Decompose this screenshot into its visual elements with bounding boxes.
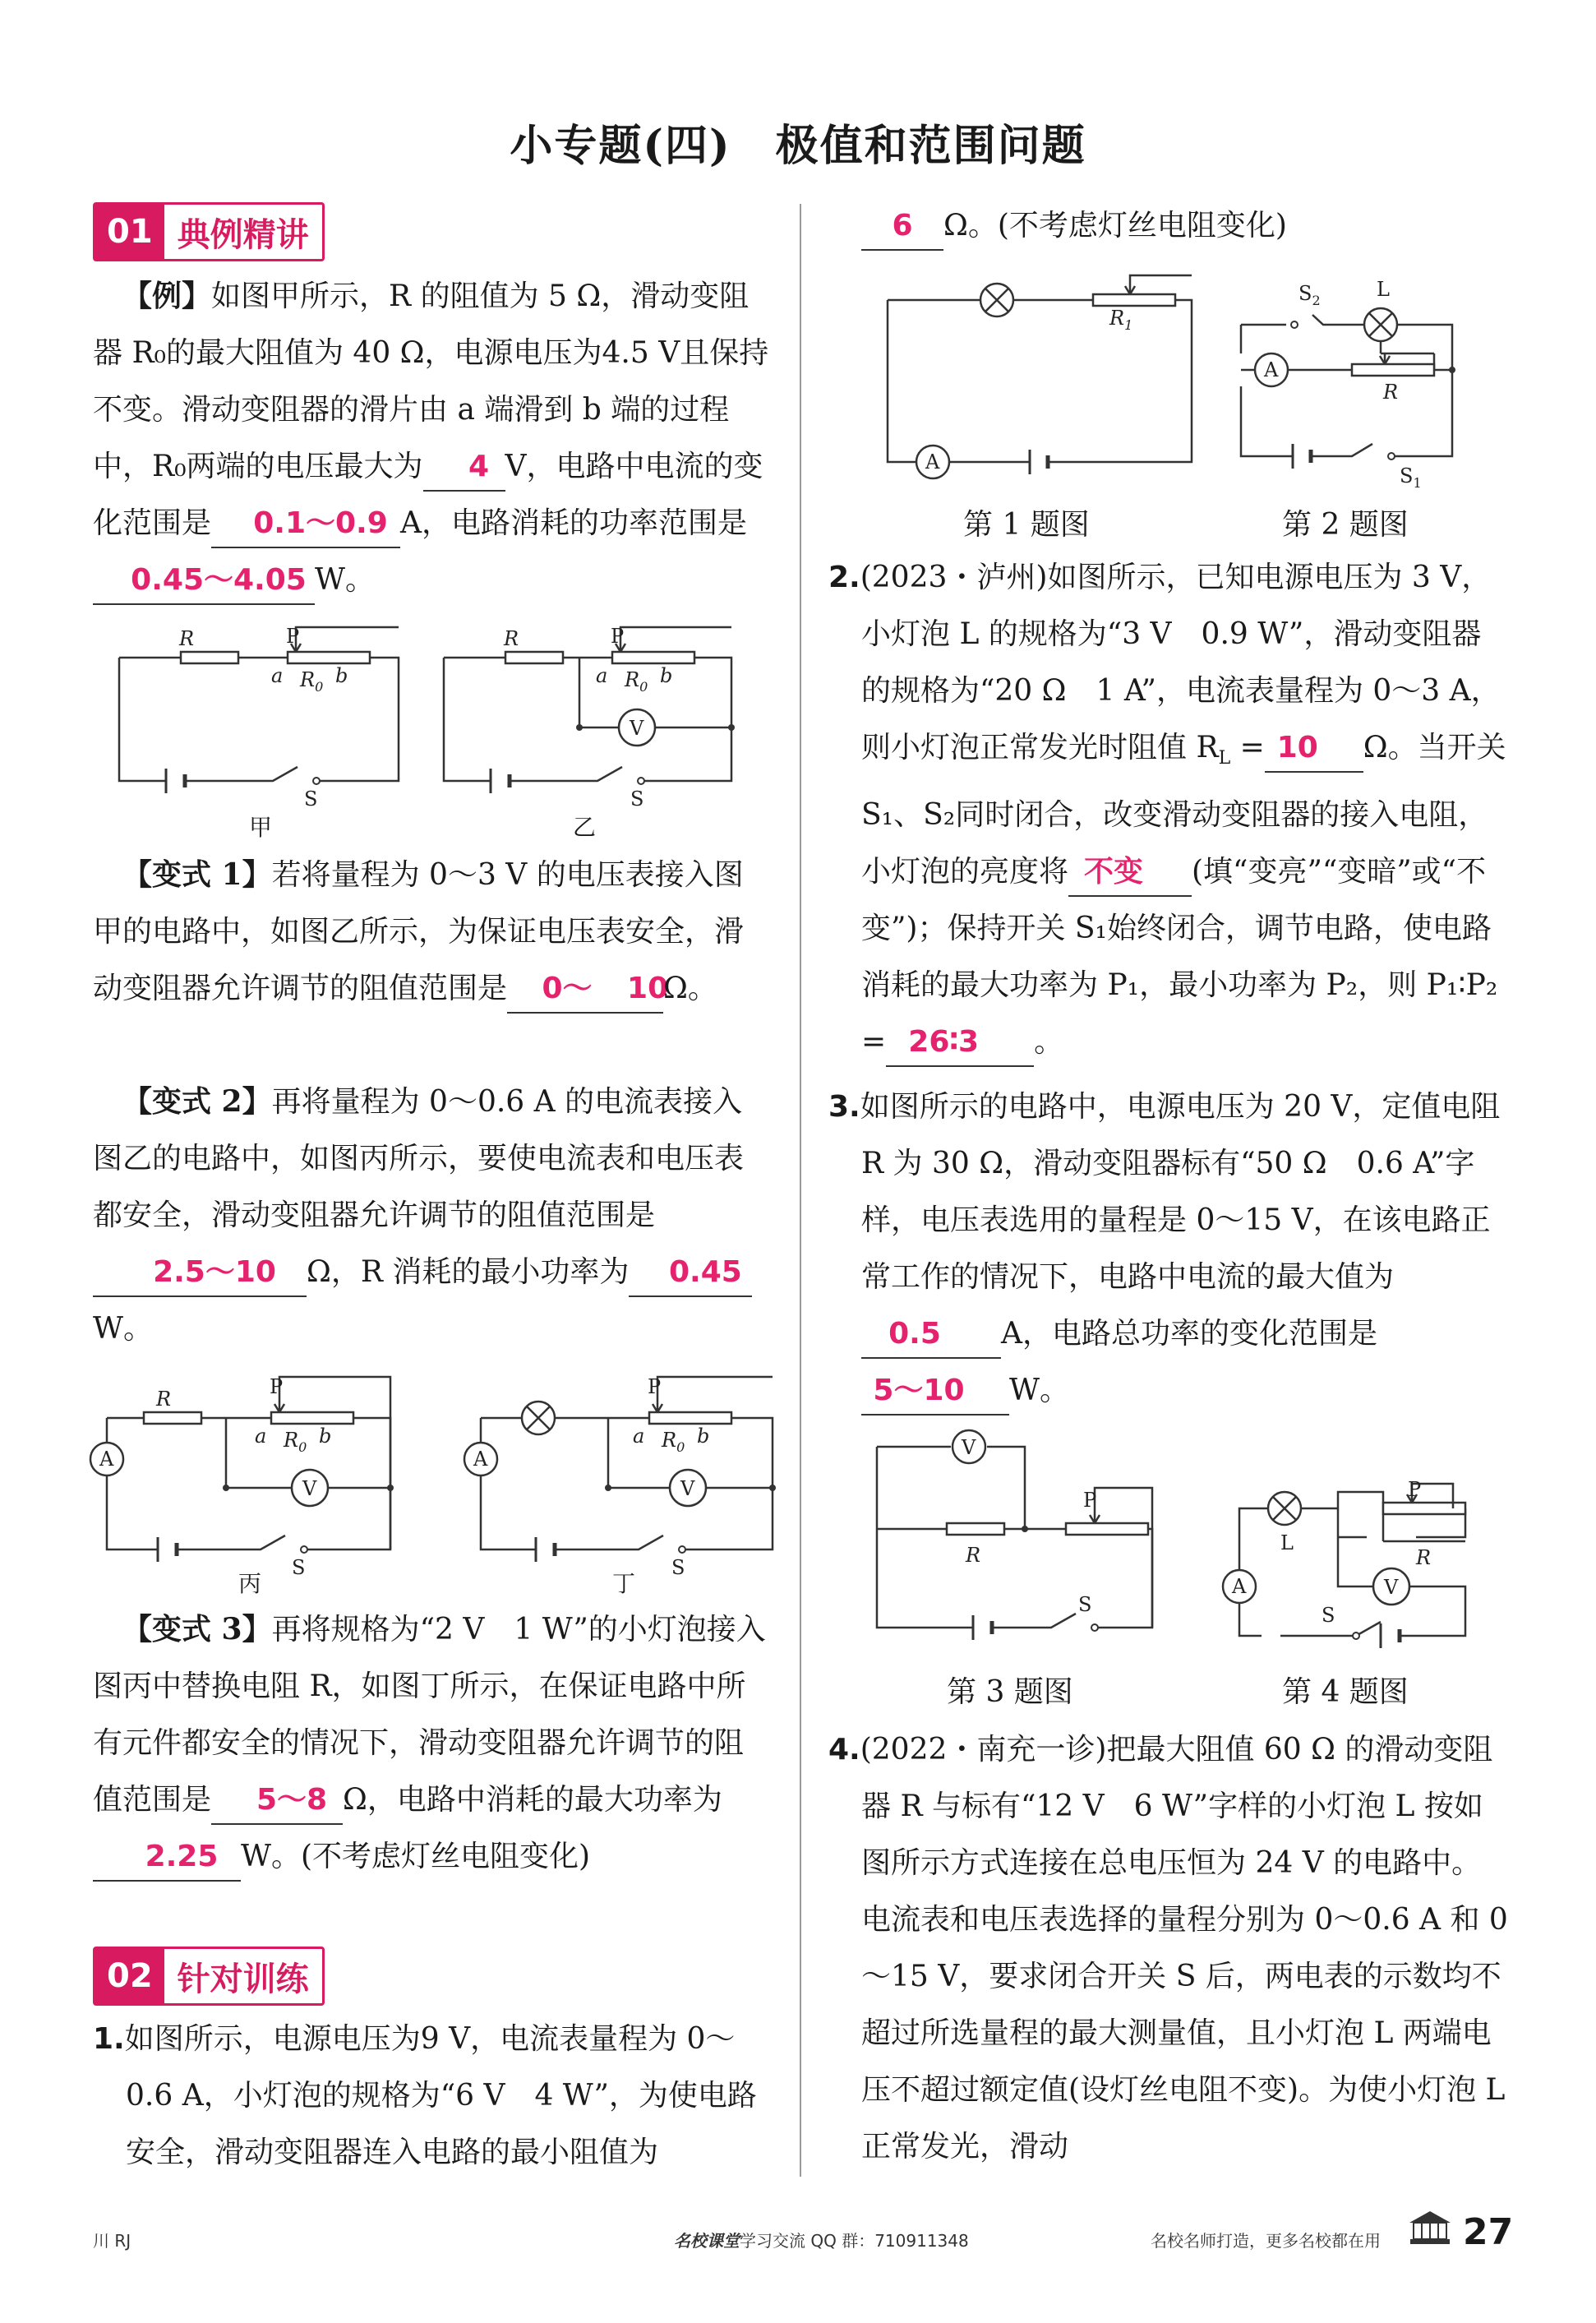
- answer-blank: 0.1～0.9: [211, 501, 400, 548]
- circuit-diagram-yi: [440, 621, 744, 810]
- svg-text:R1: $R_1$: [1109, 307, 1133, 333]
- question-1-continued: 6 Ω。(不考虑灯丝电阻变化): [828, 197, 1511, 254]
- svg-text:R0: $R_0$: [662, 1429, 685, 1455]
- question-1: 1.如图所示，电源电压为9 V，电流表量程为 0～0.6 A，小灯泡的规格为“6 V 4 W”，为使电路安全，滑动变阻器连入电路的最小阻值为: [93, 2022, 757, 2169]
- svg-text:a: a: [255, 1425, 267, 1448]
- figure-caption: 丁: [612, 1570, 636, 1597]
- svg-text:S1: $S_1$: [1400, 464, 1422, 491]
- question-4: 4.(2022・南充一诊)把最大阻值 60 Ω 的滑动变阻器 R 与标有“12 V 6 W”字样的小灯泡 L 按如图所示方式连接在总电压恒为 24 V 的电路中。电流表和电压表选择的量程分别为 0～0.6 A 和 0～15 V，要求闭合开关 S 后，两电表的示数均不超过所选量程的最大测量值，且小灯泡 L 两端电压不超过额定值(设灯丝电阻不变)。为使小灯泡 L 正常发光，滑动: [828, 1733, 1508, 2164]
- figure-caption: 乙: [573, 814, 597, 841]
- example-text-3: A，电路消耗的功率范围是: [400, 506, 748, 540]
- answer-blank: 4: [423, 444, 505, 492]
- answer-blank: 0.45～4.05: [93, 557, 315, 605]
- label-a: a: [271, 664, 284, 687]
- circuit-diagram-q4: [1223, 1476, 1486, 1656]
- circuit-diagram-bing: [82, 1373, 403, 1578]
- question-3: 3.如图所示的电路中，电源电压为 20 V，定值电阻 R 为 30 Ω，滑动变阻器标有“50 Ω 0.6 A”字样，电压表选用的量程是 0～15 V，在该电路正常工作的情况下，电路中电流的最大值为0.5 A，电路总功率的变化范围是5～10 W。: [828, 1078, 1511, 1419]
- page-number: 27: [1463, 2211, 1514, 2253]
- svg-text:R: R: [1416, 1546, 1432, 1569]
- resistor-r: [181, 652, 238, 663]
- svg-text:A: A: [925, 450, 940, 473]
- svg-text:R: R: [504, 627, 519, 650]
- answer-blank: 10: [597, 966, 663, 1014]
- svg-text:b: b: [697, 1425, 710, 1448]
- variant-2: 【变式 2】再将量程为 0～0.6 A 的电流表接入图乙的电路中，如图丙所示，要使电流表和电压表都安全，滑动变阻器允许调节的阻值范围是2.5～10 Ω，R 消耗的最小功率为 0.45W。: [93, 1074, 772, 1357]
- figure-caption: 第 3 题图: [947, 1675, 1073, 1709]
- circuit-diagram-ding: [456, 1373, 785, 1578]
- svg-text:V: V: [680, 1477, 695, 1500]
- example-text-1: 如图甲所示，R 的阻值为 5 Ω，滑动变阻器 R₀的最大阻值为 40 Ω，电源电压为4.5 V且保持不变。滑动变阻器的滑片由 a 端滑到 b 端的过程中，R₀两端的电压最大为: [93, 279, 769, 483]
- section-number: 02: [95, 1949, 164, 2003]
- answer-blank: 0～: [507, 966, 597, 1014]
- svg-text:V: V: [302, 1477, 317, 1500]
- svg-text:R: R: [1383, 381, 1399, 404]
- svg-text:V: V: [1384, 1576, 1399, 1599]
- example-text-4: W。: [315, 563, 376, 597]
- figure-caption: 第 4 题图: [1282, 1675, 1409, 1709]
- resistor-r: [947, 1523, 1004, 1535]
- answer-blank: 不变: [1068, 849, 1192, 897]
- svg-text:S: S: [1078, 1593, 1092, 1616]
- answer-blank: 26∶3: [886, 1019, 1034, 1067]
- svg-text:A: A: [99, 1448, 114, 1471]
- section-label: 典例精讲: [177, 215, 309, 254]
- label-s: S: [304, 787, 318, 811]
- figure-caption: 第 1 题图: [963, 508, 1090, 542]
- footer-center: 名校课堂学习交流 QQ 群：710911348: [674, 2231, 969, 2251]
- column-divider: [800, 204, 801, 2177]
- circuit-diagram-q3: [873, 1430, 1169, 1652]
- figure-caption: 丙: [238, 1570, 262, 1597]
- svg-text:R: R: [156, 1388, 172, 1411]
- svg-text:P: P: [611, 625, 625, 648]
- footer-slogan: 名校名师打造，更多名校都在用: [1151, 2231, 1381, 2251]
- svg-text:A: A: [1232, 1575, 1247, 1598]
- answer-blank: 5～10: [861, 1368, 1009, 1416]
- circuit-diagram-q1: [883, 271, 1188, 485]
- section-header-practice: [93, 1947, 325, 2006]
- svg-text:a: a: [633, 1425, 645, 1448]
- variant-3: 【变式 3】再将规格为“2 V 1 W”的小灯泡接入图丙中替换电阻 R，如图丁所示，在保证电路中所有元件都安全的情况下，滑动变阻器允许调节的阻值范围是 5～8 Ω，电路中消耗的最大功率为2.25 W。(不考虑灯丝电阻变化): [93, 1601, 772, 1885]
- svg-text:a: a: [596, 664, 608, 687]
- svg-text:V: V: [962, 1436, 976, 1459]
- footer-edition: 川 RJ: [93, 2231, 131, 2251]
- rheostat-r0: [288, 652, 370, 663]
- example-text-2: V，电路中电流的变化范围是: [93, 450, 763, 540]
- svg-text:P: P: [1408, 1478, 1422, 1501]
- svg-text:R0: $R_0$: [625, 668, 648, 695]
- answer-blank: 0.45: [629, 1249, 752, 1297]
- answer-blank: 6: [861, 203, 943, 251]
- figure-caption: 第 2 题图: [1282, 508, 1409, 542]
- svg-text:A: A: [473, 1448, 488, 1471]
- figure-caption: 甲: [249, 814, 273, 841]
- variant-1: 【变式 1】若将量程为 0～3 V 的电压表接入图甲的电路中，如图乙所示，为保证电压表安全，滑动变阻器允许调节的阻值范围是 0～ 10Ω。: [93, 847, 772, 1017]
- svg-text:R: R: [966, 1544, 981, 1567]
- section-number: 01: [95, 205, 164, 259]
- svg-text:P: P: [648, 1375, 662, 1398]
- answer-blank: 0.5: [861, 1311, 1001, 1359]
- svg-text:R0: $R_0$: [284, 1429, 307, 1455]
- svg-text:b: b: [319, 1425, 332, 1448]
- page-title: 小专题(四) 极值和范围问题: [510, 121, 1086, 171]
- circuit-diagram-q2: [1237, 275, 1483, 489]
- label-b: b: [335, 664, 348, 687]
- label-p: P: [286, 625, 300, 648]
- section-header-examples: [93, 202, 325, 261]
- answer-blank: 2.5～10: [93, 1249, 307, 1297]
- question-2: 2.(2023・泸州)如图所示，已知电源电压为 3 V，小灯泡 L 的规格为“3 V 0.9 W”，滑动变阻器的规格为“20 Ω 1 A”，电流表量程为 0～3 A，则小灯泡正常发光时阻值 $R_L = 10$ Ω。当开关 S₁、S₂同时闭合，改变滑动变阻器的接入电阻，小灯泡的亮度将 不变 (填“变亮”“变暗”或“不变”)；保持开关 S₁始终闭合，调节电路，使电路消耗的最大功率为 P₁，最小功率为 P₂，则 P₁∶P₂ = 26∶3 。: [828, 549, 1511, 1070]
- svg-text:A: A: [1264, 358, 1279, 381]
- svg-text:S: S: [630, 787, 644, 811]
- svg-text:S: S: [292, 1556, 306, 1579]
- svg-text:b: b: [660, 664, 673, 687]
- footer-brand: 名校课堂: [674, 2231, 740, 2251]
- example-label: 【例】: [122, 279, 212, 313]
- svg-text:P: P: [1083, 1489, 1097, 1512]
- answer-blank: 5～8: [211, 1777, 343, 1825]
- example-problem: [93, 268, 772, 608]
- school-logo-icon: [1405, 2205, 1455, 2251]
- svg-text:R0: $R_0$: [300, 668, 324, 695]
- svg-text:P: P: [270, 1375, 284, 1398]
- svg-text:L: L: [1377, 278, 1390, 301]
- svg-text:S2: $S_2$: [1298, 282, 1321, 308]
- svg-text:L: L: [1280, 1531, 1294, 1554]
- svg-text:V: V: [630, 717, 644, 740]
- label-r: R: [179, 627, 195, 650]
- answer-blank: 10: [1265, 725, 1363, 773]
- svg-text:S: S: [671, 1556, 685, 1579]
- circuit-diagram-jia: [115, 621, 411, 810]
- section-label: 针对训练: [177, 1959, 309, 1998]
- svg-text:S: S: [1322, 1604, 1335, 1627]
- answer-blank: 2.25: [93, 1834, 241, 1882]
